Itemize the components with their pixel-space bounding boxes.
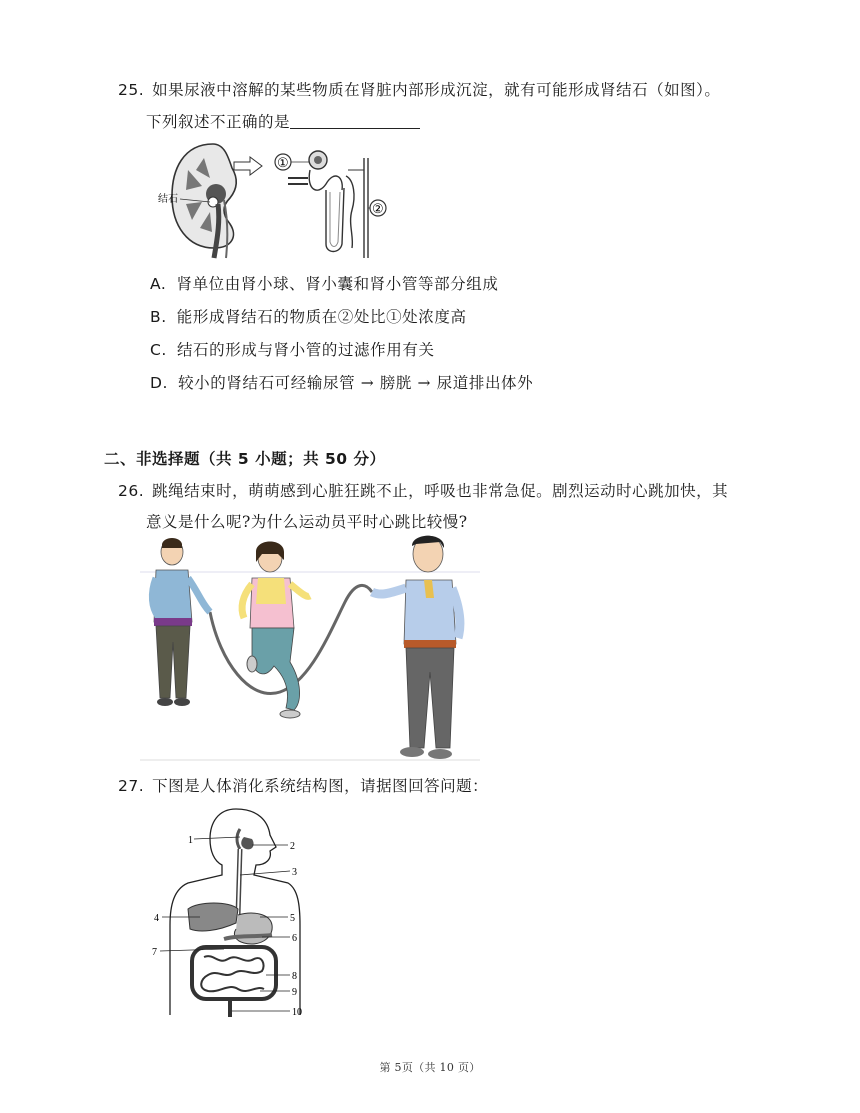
zoom-arrow-icon: [234, 157, 262, 175]
organ-label-5: 5: [290, 913, 295, 924]
organ-label-8: 8: [292, 971, 297, 982]
proximal-tubule: [309, 170, 342, 190]
section-heading: 二、非选择题（共 5 小题；共 50 分）: [104, 450, 386, 468]
option-letter: D.: [150, 374, 169, 392]
jump-rope-svg: [140, 532, 480, 768]
salivary-gland: [237, 829, 240, 849]
q26-line1: [118, 475, 848, 508]
option-text: 较小的肾结石可经输尿管 → 膀胱 → 尿道排出体外: [178, 374, 534, 392]
q27-line1: [118, 770, 488, 803]
stone-label: 结石: [158, 194, 178, 205]
small-intestine: [201, 956, 264, 991]
oral-cavity: [241, 837, 253, 849]
digestive-svg: [148, 805, 318, 1027]
option-letter: B.: [150, 308, 167, 326]
q25-answer-blank[interactable]: [290, 110, 420, 129]
organ-label-10: 10: [292, 1007, 302, 1018]
kidney-figure-svg: [158, 140, 388, 260]
jumping-girl-figure: [242, 542, 310, 719]
organ-label-1: 1: [188, 835, 193, 846]
kidney-stone-figure: [158, 140, 388, 260]
q25-stem-2: 下列叙述不正确的是: [146, 113, 291, 131]
option-text: 肾单位由肾小球、肾小囊和肾小管等部分组成: [176, 275, 499, 293]
option-letter: C.: [150, 341, 167, 359]
loop-inner: [330, 192, 340, 247]
organ-label-6: 6: [292, 933, 297, 944]
jump-rope-illustration: [140, 532, 480, 768]
stomach: [234, 913, 272, 944]
left-boy-figure: [152, 538, 210, 706]
q25-option-d[interactable]: [150, 371, 533, 393]
distal-tubule: [346, 176, 354, 248]
q25-line2: [146, 106, 420, 139]
q25-stem-1: 如果尿液中溶解的某些物质在肾脏内部形成沉淀，就有可能形成肾结石（如图）。: [152, 81, 721, 99]
organ-label-4: 4: [154, 913, 159, 924]
option-text: 能形成肾结石的物质在②处比①处浓度高: [176, 308, 467, 326]
q25-option-c[interactable]: [150, 338, 435, 360]
q26-stem-2: 意义是什么呢?为什么运动员平时心跳比较慢?: [146, 513, 468, 531]
q26-number: 26.: [118, 482, 145, 500]
q27-number: 27.: [118, 777, 145, 795]
digestive-system-diagram: [148, 805, 318, 1027]
q27-stem-1: 下图是人体消化系统结构图，请据图回答问题：: [152, 777, 489, 795]
q25-line1: [118, 74, 838, 107]
q25-option-b[interactable]: [150, 305, 467, 327]
organ-label-9: 9: [292, 987, 297, 998]
q25-option-a[interactable]: [150, 272, 498, 294]
organ-label-2: 2: [290, 841, 295, 852]
label-1: ①: [277, 155, 289, 170]
organ-label-3: 3: [292, 867, 297, 878]
page-footer: 第 5页（共 10 页）: [379, 1061, 481, 1074]
loop-of-henle: [326, 188, 344, 252]
option-text: 结石的形成与肾小管的过滤作用有关: [176, 341, 435, 359]
label-2: ②: [372, 201, 384, 216]
q26-stem-1: 跳绳结束时，萌萌感到心脏狂跳不止，呼吸也非常急促。剧烈运动时心跳加快，其: [152, 482, 729, 500]
option-letter: A.: [150, 275, 167, 293]
glomerulus-core: [314, 156, 322, 164]
organ-label-7: 7: [152, 947, 157, 958]
q25-number: 25.: [118, 81, 145, 99]
man-figure: [372, 536, 460, 759]
